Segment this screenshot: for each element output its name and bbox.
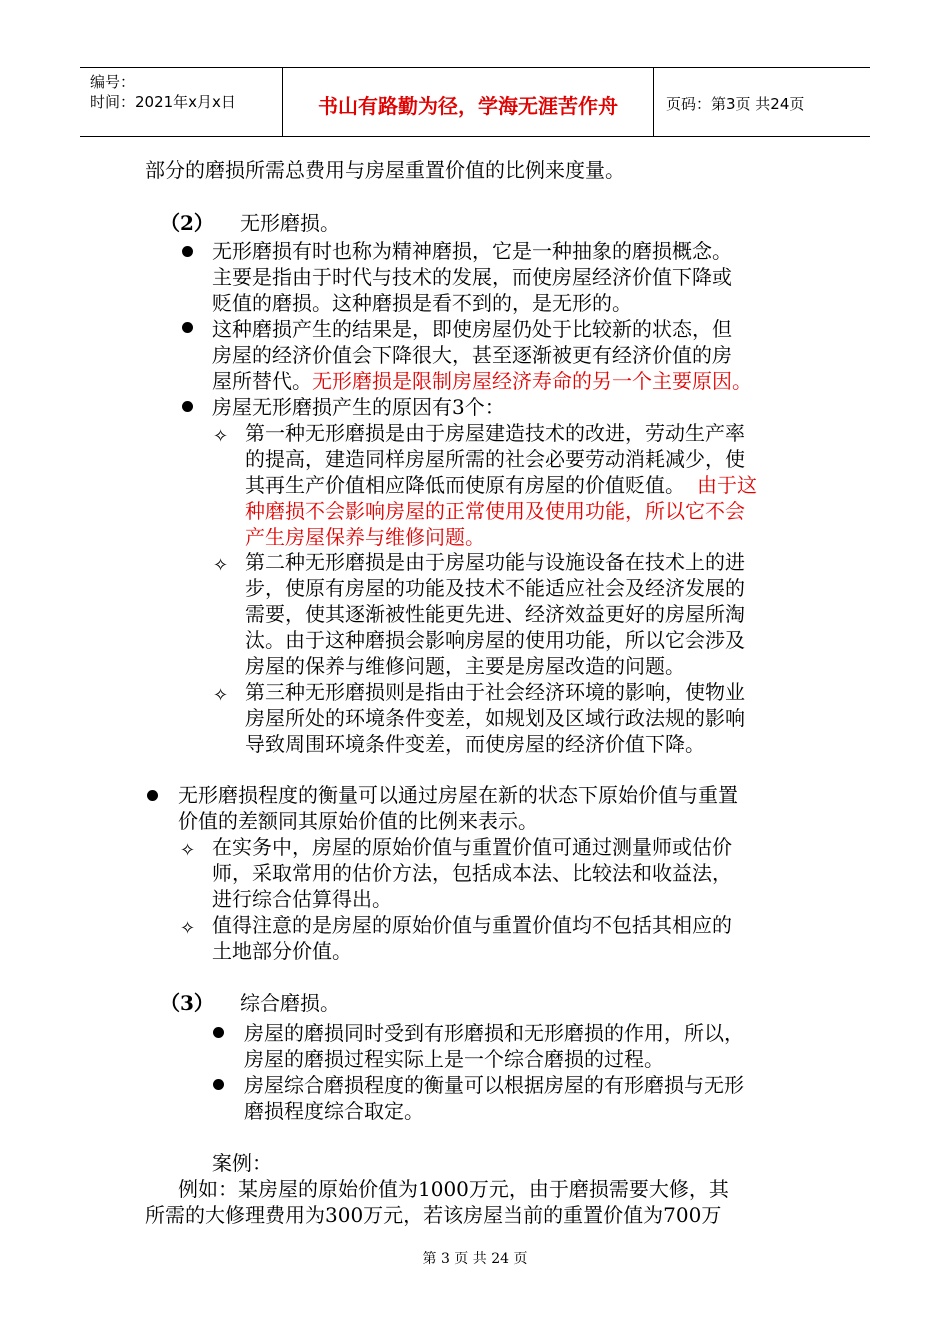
section-number: （2）	[160, 211, 214, 235]
sub-list-item: 在实务中，房屋的原始价值与重置价值可通过测量师或估价	[212, 835, 732, 859]
sub-list-item: 进行综合估算得出。	[212, 887, 392, 911]
list-item: 房屋的经济价值会下降很大，甚至逐渐被更有经济价值的房	[212, 343, 732, 367]
sub-list-item: 土地部分价值。	[212, 939, 352, 963]
sub-list-item: 值得注意的是房屋的原始价值与重置价值均不包括其相应的	[212, 913, 732, 937]
highlight-text: 种磨损不会影响房屋的正常使用及使用功能，所以它不会	[245, 499, 745, 523]
bullet-icon	[147, 790, 158, 801]
list-item-text: 其再生产价值相应降低而使原有房屋的价值贬值。	[245, 473, 685, 497]
page-footer: 第 3 页 共 24 页	[422, 1251, 528, 1267]
sub-list-item: 需要，使其逐渐被性能更先进、经济效益更好的房屋所淘	[245, 602, 745, 626]
highlight-text: 无形磨损是限制房屋经济寿命的另一个主要原因。	[312, 369, 752, 393]
highlight-text: 产生房屋保养与维修问题。	[245, 525, 485, 549]
sub-list-item: 房屋所处的环境条件变差，如规划及区域行政法规的影响	[245, 706, 745, 730]
list-item: 价值的差额同其原始价值的比例来表示。	[178, 809, 538, 833]
list-item: 主要是指由于时代与技术的发展，而使房屋经济价值下降或	[212, 265, 732, 289]
diamond-bullet-icon: ✧	[180, 840, 196, 861]
sub-list-item: 第二种无形磨损是由于房屋功能与设施设备在技术上的进	[245, 550, 745, 574]
list-item: 房屋的磨损过程实际上是一个综合磨损的过程。	[244, 1047, 664, 1071]
section-title: 综合磨损。	[240, 991, 340, 1015]
list-item: 房屋综合磨损程度的衡量可以根据房屋的有形磨损与无形	[244, 1073, 744, 1097]
list-item: 贬值的磨损。这种磨损是看不到的，是无形的。	[212, 291, 632, 315]
section-number: （3）	[160, 991, 214, 1015]
diamond-bullet-icon: ✧	[213, 685, 229, 706]
bullet-icon	[182, 322, 193, 333]
bullet-icon	[213, 1027, 224, 1038]
sub-list-item: 步，使原有房屋的功能及技术不能适应社会及经济发展的	[245, 576, 745, 600]
list-item: 房屋无形磨损产生的原因有3个：	[212, 395, 505, 419]
header-meta-cell	[80, 68, 283, 136]
header-page-number: 页码：第3页 共24页	[666, 95, 805, 113]
sub-list-item: 房屋的保养与维修问题，主要是房屋改造的问题。	[245, 654, 685, 678]
header-page-cell	[654, 68, 870, 136]
paragraph-line: 部分的磨损所需总费用与房屋重置价值的比例来度量。	[145, 158, 625, 182]
example-line: 所需的大修理费用为300万元，若该房屋当前的重置价值为700万	[145, 1203, 722, 1227]
diamond-bullet-icon: ✧	[180, 918, 196, 939]
list-item: 房屋的磨损同时受到有形磨损和无形磨损的作用，所以，	[244, 1021, 744, 1045]
diamond-bullet-icon: ✧	[213, 426, 229, 447]
list-item: 磨损程度综合取定。	[244, 1099, 424, 1123]
sub-list-item: 导致周围环境条件变差，而使房屋的经济价值下降。	[245, 732, 705, 756]
page-header	[80, 67, 870, 137]
header-motto: 书山有路勤为径，学海无涯苦作舟	[318, 94, 618, 118]
header-motto-cell	[283, 68, 654, 136]
doc-number: 编号：	[90, 73, 136, 91]
list-item: 无形磨损有时也称为精神磨损，它是一种抽象的磨损概念。	[212, 239, 732, 263]
sub-list-item: 第三种无形磨损则是指由于社会经济环境的影响，使物业	[245, 680, 745, 704]
sub-list-item: 师，采取常用的估价方法，包括成本法、比较法和收益法，	[212, 861, 732, 885]
list-item	[212, 368, 752, 394]
sub-list-item	[245, 472, 757, 498]
list-item-text: 屋所替代。	[212, 369, 312, 393]
bullet-icon	[213, 1079, 224, 1090]
doc-time: 时间：2021年x月x日	[90, 93, 236, 111]
example-line: 例如：某房屋的原始价值为1000万元，由于磨损需要大修，其	[178, 1177, 729, 1201]
bullet-icon	[182, 246, 193, 257]
list-item: 这种磨损产生的结果是，即使房屋仍处于比较新的状态，但	[212, 317, 732, 341]
highlight-text: 由于这	[697, 473, 757, 497]
sub-list-item: 汰。由于这种磨损会影响房屋的使用功能，所以它会涉及	[245, 628, 745, 652]
sub-list-item: 第一种无形磨损是由于房屋建造技术的改进，劳动生产率	[245, 421, 745, 445]
sub-list-item: 的提高，建造同样房屋所需的社会必要劳动消耗减少，使	[245, 447, 745, 471]
section-title: 无形磨损。	[240, 211, 340, 235]
diamond-bullet-icon: ✧	[213, 555, 229, 576]
bullet-icon	[182, 401, 193, 412]
case-heading: 案例：	[212, 1151, 272, 1175]
list-item: 无形磨损程度的衡量可以通过房屋在新的状态下原始价值与重置	[178, 783, 738, 807]
